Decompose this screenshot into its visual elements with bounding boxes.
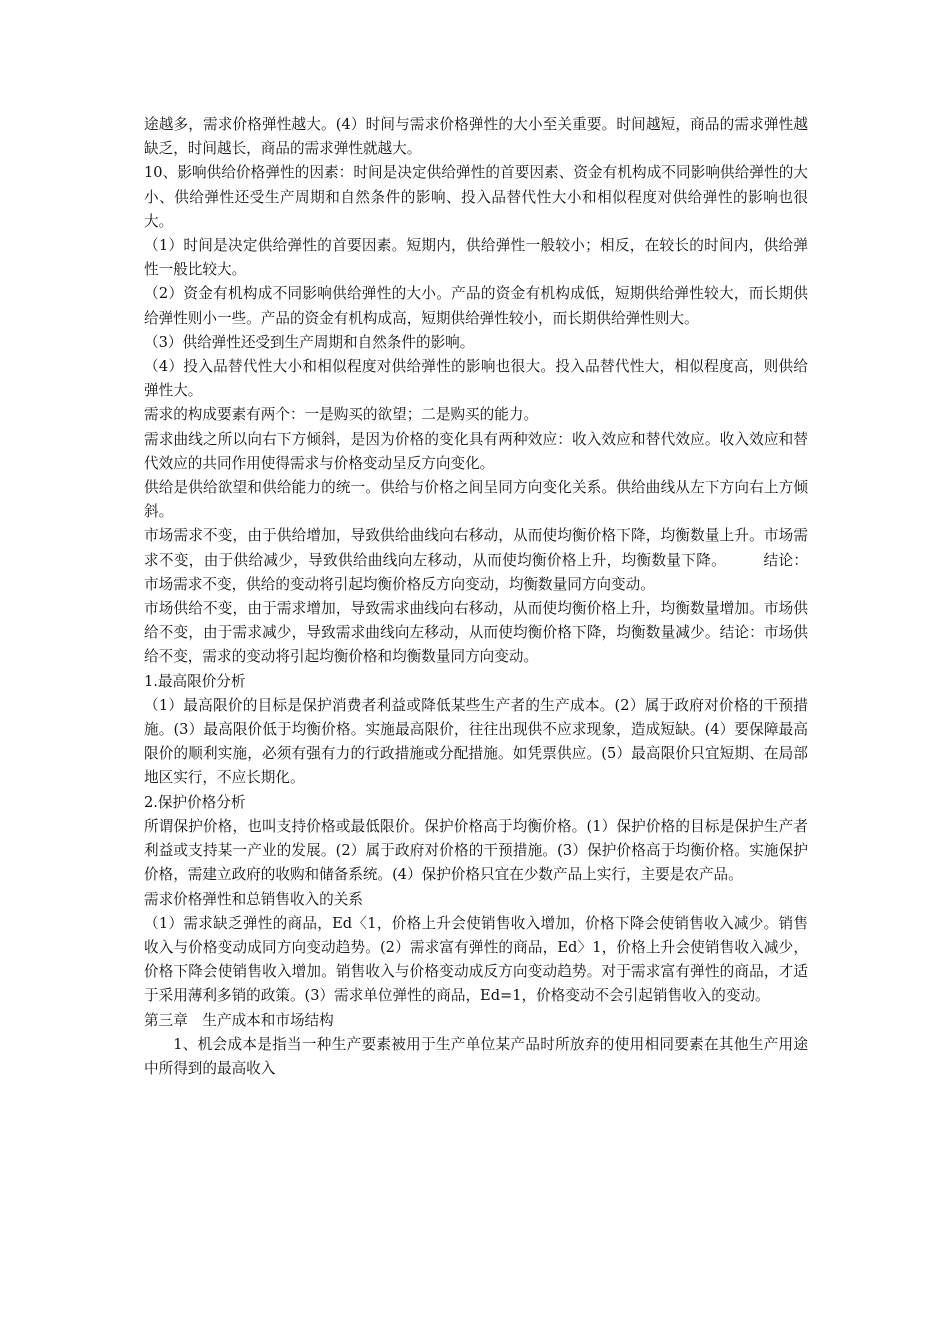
paragraph-supply-elasticity-factors: 10、影响供给价格弹性的因素：时间是决定供给弹性的首要因素、资金有机构成不同影响供给弹性的大小、供给弹性还受生产周期和自然条件的影响、投入品替代性大小和相似程度对供给弹性的影响也很大。 [144,164,808,230]
paragraph-elasticity-revenue: （1）需求缺乏弹性的商品，Ed〈1，价格上升会使销售收入增加，价格下降会使销售收入减少。销售收入与价格变动成同方向变动趋势。(2）需求富有弹性的商品，Ed〉1，价格上升会使销售收入减少，价格下降会使销售收入增加。销售收入与价格变动成反方向变动趋势。对于需求富有弹性的商品，才适于采用薄利多销的政策。(3）需求单位弹性的商品，Ed=1，价格变动不会引起销售收入的变动。 [144,914,808,1005]
paragraph-price-ceiling: （1）最高限价的目标是保护消费者利益或降低某些生产者的生产成本。(2）属于政府对价格的干预措施。(3）最高限价低于均衡价格。实施最高限价，往往出现供不应求现象，造成短缺。(4）要保障最高限价的顺利实施，必须有强有力的行政措施或分配措施。如凭票供应。(5）最高限价只宜短期、在局部地区实行，不应长期化。 [144,696,808,787]
paragraph-opportunity-cost: 1、机会成本是指当一种生产要素被用于生产单位某产品时所放弃的使用相同要素在其他生产用途中所得到的最高收入 [144,1035,808,1077]
heading-chapter-three: 第三章 生产成本和市场结构 [144,1011,334,1029]
paragraph-supply-definition: 供给是供给欲望和供给能力的统一。供给与价格之间呈同方向变化关系。供给曲线从左下方向右上方倾斜。 [144,479,808,521]
heading-elasticity-revenue: 需求价格弹性和总销售收入的关系 [144,890,363,908]
paragraph-supply-factor-time: （1）时间是决定供给弹性的首要因素。短期内，供给弹性一般较小；相反，在较长的时间内，供给弹性一般比较大。 [144,237,808,279]
paragraph-demand-elements: 需求的构成要素有两个：一是购买的欲望；二是购买的能力。 [144,406,539,424]
paragraph-price-floor: 所谓保护价格，也叫支持价格或最低限价。保护价格高于均衡价格。(1）保护价格的目标是保护生产者利益或支持某一产业的发展。(2）属于政府对价格的干预措施。(3）保护价格高于均衡价格。实施保护价格，需建立政府的收购和储备系统。(4）保护价格只宜在少数产品上实行，主要是农产品。 [144,817,808,884]
document-body [144,113,808,1081]
heading-price-ceiling: 1.最高限价分析 [144,672,246,690]
paragraph-supply-factor-input-substitution: （4）投入品替代性大小和相似程度对供给弹性的影响也很大。投入品替代性大，相似程度高，则供给弹性大。 [144,358,808,400]
paragraph-demand-shift: 市场供给不变，由于需求增加，导致需求曲线向右移动，从而使均衡价格上升，均衡数量增加。市场供给不变，由于需求减少，导致需求曲线向左移动，从而使均衡价格下降，均衡数量减少。结论：市场供给不变，需求的变动将引起均衡价格和均衡数量同方向变动。 [144,600,808,666]
paragraph-supply-factor-production-cycle: （3）供给弹性还受到生产周期和自然条件的影响。 [144,333,475,351]
paragraph-demand-elasticity-time: 途越多，需求价格弹性越大。(4）时间与需求价格弹性的大小至关重要。时间越短，商品的需求弹性越缺乏，时间越长，商品的需求弹性就越大。 [144,116,808,158]
paragraph-supply-shift: 市场需求不变，由于供给增加，导致供给曲线向右移动，从而使均衡价格下降，均衡数量上升。市场需求不变，由于供给减少，导致供给曲线向左移动，从而使均衡价格上升，均衡数量下降。 结论：市场需求不变，供给的变动将引起均衡价格反方向变动，均衡数量同方向变动。 [144,527,808,593]
paragraph-supply-factor-capital: （2）资金有机构成不同影响供给弹性的大小。产品的资金有机构成低，短期供给弹性较大，而长期供给弹性则小一些。产品的资金有机构成高，短期供给弹性较小，而长期供给弹性则大。 [144,285,808,327]
paragraph-demand-curve-slope: 需求曲线之所以向右下方倾斜，是因为价格的变化具有两种效应：收入效应和替代效应。收入效应和替代效应的共同作用使得需求与价格变动呈反方向变化。 [144,430,808,472]
heading-price-floor: 2.保护价格分析 [144,793,246,811]
